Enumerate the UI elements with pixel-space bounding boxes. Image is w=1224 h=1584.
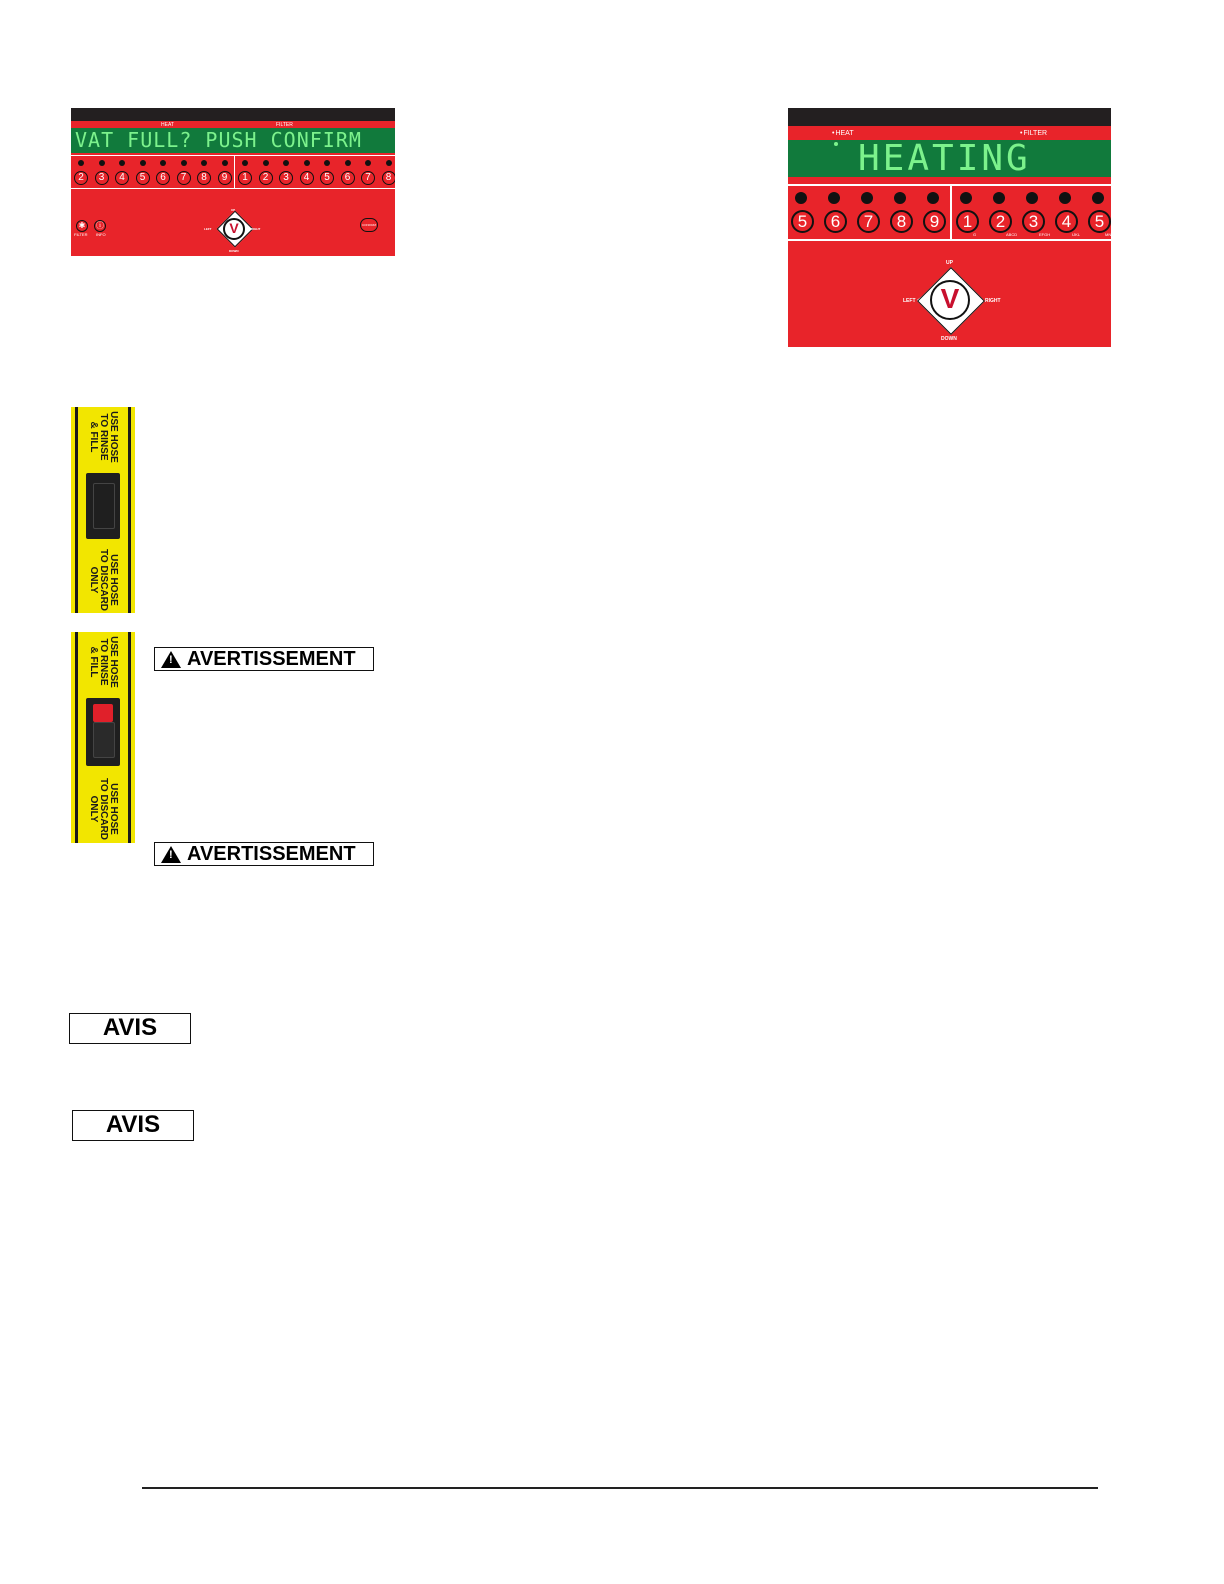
nav-down-label: DOWN bbox=[229, 249, 239, 253]
key-led-indicator bbox=[181, 160, 187, 166]
key-led-indicator bbox=[119, 160, 125, 166]
heat-indicator-led bbox=[834, 142, 838, 146]
product-key-button[interactable]: 3 bbox=[1022, 210, 1045, 233]
notice-header: AVIS bbox=[72, 1110, 194, 1141]
key-sub-label: ABCD bbox=[1006, 232, 1018, 237]
key-led-indicator bbox=[894, 192, 906, 204]
filter-indicator-label: • FILTER bbox=[1020, 130, 1047, 137]
product-key[interactable] bbox=[887, 188, 920, 238]
key-led-indicator bbox=[283, 160, 289, 166]
product-key-button[interactable]: 5 bbox=[136, 171, 150, 185]
product-key-button[interactable]: 7 bbox=[177, 171, 191, 185]
product-key-button[interactable]: 9 bbox=[218, 171, 232, 185]
product-key-button[interactable]: 4 bbox=[1055, 210, 1078, 233]
key-led-indicator bbox=[861, 192, 873, 204]
heat-indicator-label: HEAT bbox=[161, 122, 174, 128]
hose-switch-label-off bbox=[71, 407, 135, 613]
navigation-pad[interactable] bbox=[204, 204, 261, 256]
key-sub-label: MN bbox=[1105, 232, 1111, 237]
product-key-button[interactable]: 1 bbox=[238, 171, 252, 185]
key-led-indicator bbox=[324, 160, 330, 166]
product-key[interactable] bbox=[235, 158, 256, 188]
warning-header bbox=[154, 842, 374, 866]
product-key[interactable] bbox=[256, 158, 277, 188]
product-key[interactable] bbox=[112, 158, 133, 188]
notice-header: AVIS bbox=[69, 1013, 191, 1044]
key-sub-label: EFGH bbox=[1039, 232, 1051, 237]
panel-top-bar bbox=[71, 108, 395, 121]
stripe bbox=[128, 632, 131, 843]
hose-switch-label-on bbox=[71, 632, 135, 843]
key-sub-label: G bbox=[973, 232, 977, 237]
product-key[interactable] bbox=[1052, 188, 1085, 238]
product-key[interactable] bbox=[92, 158, 113, 188]
product-key-button[interactable]: 2 bbox=[989, 210, 1012, 233]
filter-button-label: FILTER bbox=[74, 232, 88, 237]
product-key-button[interactable]: 8 bbox=[382, 171, 396, 185]
filter-button[interactable]: ✱ bbox=[76, 220, 88, 232]
warning-triangle-icon: ! bbox=[161, 846, 181, 863]
nav-left-label: LEFT bbox=[903, 298, 916, 304]
discard-text: USE HOSE TO DISCARD ONLY bbox=[88, 777, 119, 841]
confirm-button[interactable]: CONFIRM bbox=[360, 218, 378, 232]
product-key-button[interactable]: 4 bbox=[300, 171, 314, 185]
controller-panel-small bbox=[71, 108, 395, 256]
lcd-display: HEATING bbox=[788, 140, 1111, 177]
key-led-indicator bbox=[927, 192, 939, 204]
hose-rocker-switch[interactable] bbox=[93, 483, 115, 529]
product-key[interactable] bbox=[276, 158, 297, 188]
product-key[interactable] bbox=[1019, 188, 1052, 238]
key-led-indicator bbox=[1059, 192, 1071, 204]
vat-divider bbox=[950, 186, 952, 239]
key-led-indicator bbox=[993, 192, 1005, 204]
stripe bbox=[128, 407, 131, 613]
product-key-button[interactable]: 3 bbox=[95, 171, 109, 185]
product-key-button[interactable]: 8 bbox=[197, 171, 211, 185]
product-key-button[interactable]: 7 bbox=[857, 210, 880, 233]
product-key[interactable] bbox=[153, 158, 174, 188]
product-key-button[interactable]: 2 bbox=[74, 171, 88, 185]
product-key[interactable] bbox=[194, 158, 215, 188]
product-key-button[interactable]: 7 bbox=[361, 171, 375, 185]
nav-right-label: RIGHT bbox=[985, 298, 1001, 304]
key-led-indicator bbox=[78, 160, 84, 166]
nav-right-label: RIGHT bbox=[251, 227, 261, 231]
key-led-indicator bbox=[99, 160, 105, 166]
heat-indicator-label: • HEAT bbox=[832, 130, 854, 137]
v-logo-icon: V bbox=[229, 220, 239, 236]
key-led-indicator bbox=[304, 160, 310, 166]
key-led-indicator bbox=[201, 160, 207, 166]
product-key-button[interactable]: 6 bbox=[341, 171, 355, 185]
footer-rule bbox=[142, 1487, 1098, 1489]
nav-up-label: UP bbox=[946, 260, 953, 266]
stripe bbox=[75, 632, 78, 843]
v-logo-icon: V bbox=[940, 283, 960, 314]
product-key[interactable] bbox=[174, 158, 195, 188]
stripe bbox=[75, 407, 78, 613]
product-key-button[interactable]: 6 bbox=[824, 210, 847, 233]
product-key[interactable] bbox=[379, 158, 396, 188]
product-key[interactable] bbox=[215, 158, 236, 188]
product-key[interactable] bbox=[71, 158, 92, 188]
rinse-fill-text: USE HOSE TO RINSE & FILL bbox=[88, 636, 119, 688]
product-key[interactable] bbox=[854, 188, 887, 238]
product-key-button[interactable]: 2 bbox=[259, 171, 273, 185]
nav-up-label: UP bbox=[231, 208, 236, 212]
product-key[interactable] bbox=[986, 188, 1019, 238]
key-sub-label: IJKL bbox=[1072, 232, 1081, 237]
product-key-button[interactable]: 1 bbox=[956, 210, 979, 233]
separator bbox=[71, 188, 395, 189]
key-led-indicator bbox=[1092, 192, 1104, 204]
product-key-button[interactable]: 5 bbox=[320, 171, 334, 185]
product-key[interactable] bbox=[297, 158, 318, 188]
key-led-indicator bbox=[960, 192, 972, 204]
product-key-button[interactable]: 4 bbox=[115, 171, 129, 185]
filter-indicator-label: FILTER bbox=[276, 122, 293, 128]
panel-top-bar bbox=[788, 108, 1111, 126]
rinse-fill-text: USE HOSE TO RINSE & FILL bbox=[88, 411, 119, 463]
key-led-indicator bbox=[345, 160, 351, 166]
key-led-indicator bbox=[242, 160, 248, 166]
lcd-display: VAT FULL? PUSH CONFIRM bbox=[71, 128, 395, 153]
key-led-indicator bbox=[140, 160, 146, 166]
discard-text: USE HOSE TO DISCARD ONLY bbox=[88, 548, 119, 612]
product-key[interactable] bbox=[133, 158, 154, 188]
navigation-pad[interactable] bbox=[903, 256, 1001, 346]
warning-label: AVERTISSEMENT bbox=[187, 842, 356, 865]
key-led-indicator bbox=[222, 160, 228, 166]
product-key[interactable] bbox=[953, 188, 986, 238]
key-led-indicator bbox=[365, 160, 371, 166]
product-key[interactable] bbox=[788, 188, 821, 238]
key-led-indicator bbox=[386, 160, 392, 166]
product-key-button[interactable]: 5 bbox=[791, 210, 814, 233]
nav-down-label: DOWN bbox=[941, 336, 957, 342]
product-key-button[interactable]: 3 bbox=[279, 171, 293, 185]
controller-panel-large bbox=[788, 108, 1111, 347]
warning-triangle-icon: ! bbox=[161, 651, 181, 668]
warning-label: AVERTISSEMENT bbox=[187, 647, 356, 670]
product-key[interactable] bbox=[920, 188, 953, 238]
key-led-indicator bbox=[828, 192, 840, 204]
separator bbox=[71, 155, 395, 156]
product-key-button[interactable]: 9 bbox=[923, 210, 946, 233]
product-key[interactable] bbox=[821, 188, 854, 238]
warning-header bbox=[154, 647, 374, 671]
key-led-indicator bbox=[1026, 192, 1038, 204]
key-led-indicator bbox=[795, 192, 807, 204]
nav-left-label: LEFT bbox=[204, 227, 212, 231]
product-key-button[interactable]: 8 bbox=[890, 210, 913, 233]
product-key[interactable] bbox=[338, 158, 359, 188]
info-button-label: INFO bbox=[96, 232, 106, 237]
hose-rocker-switch[interactable] bbox=[93, 704, 113, 722]
key-led-indicator bbox=[160, 160, 166, 166]
product-key[interactable] bbox=[317, 158, 338, 188]
product-key[interactable] bbox=[1085, 188, 1111, 238]
key-led-indicator bbox=[263, 160, 269, 166]
rocker-lower-half bbox=[93, 722, 115, 758]
separator bbox=[788, 239, 1111, 241]
product-key-button[interactable]: 6 bbox=[156, 171, 170, 185]
info-button[interactable]: ⓘ bbox=[96, 221, 104, 230]
product-key-button[interactable]: 5 bbox=[1088, 210, 1111, 233]
vat-divider bbox=[234, 156, 235, 188]
product-key-row bbox=[71, 158, 395, 188]
product-key[interactable] bbox=[358, 158, 379, 188]
